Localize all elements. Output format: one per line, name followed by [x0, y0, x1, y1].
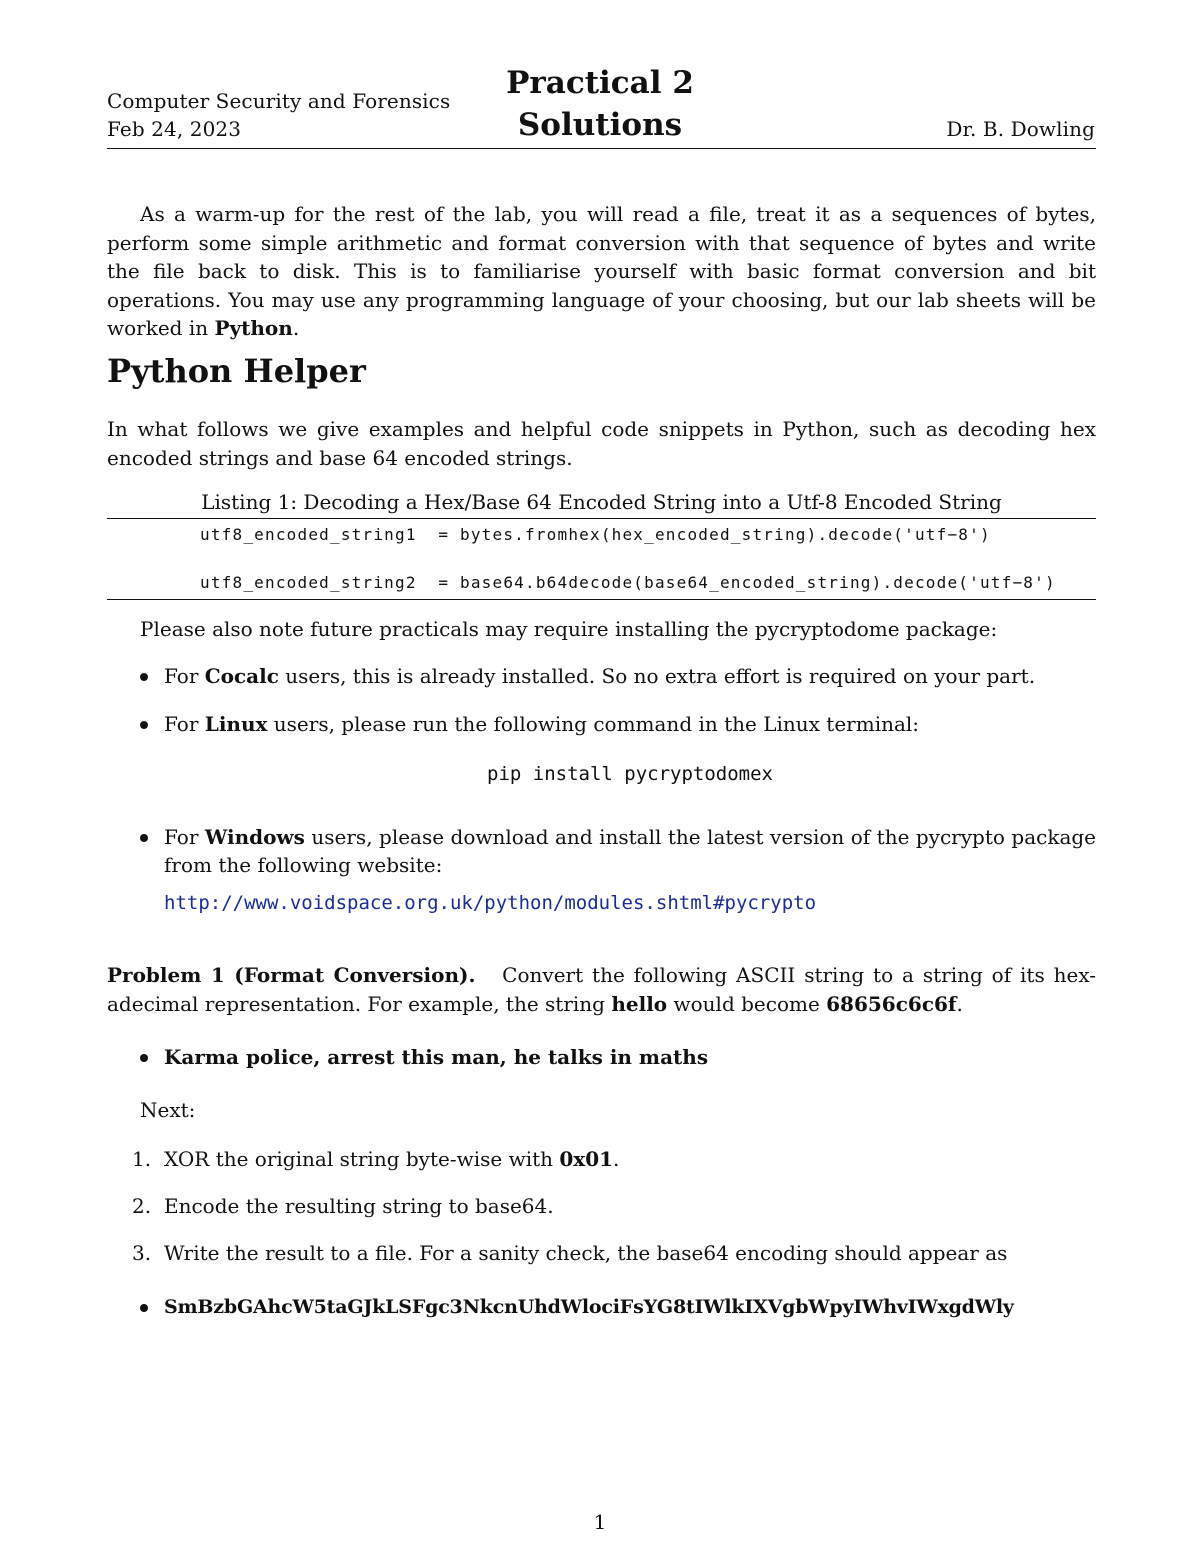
date: Feb 24, 2023 [107, 117, 242, 141]
install-platform: Linux [204, 712, 268, 736]
step-number: 1. [132, 1147, 152, 1171]
example-word: hello [611, 991, 668, 1016]
intro-bold-word: Python [214, 316, 293, 340]
step-1 [164, 1145, 619, 1173]
title-line-2: Solutions [517, 107, 683, 143]
bullet-icon [140, 1304, 148, 1312]
install-platform: Windows [204, 825, 305, 849]
header-rule [107, 148, 1096, 149]
code-line-1: utf8_encoded_string1 = bytes.fromhex(hex_encoded_string).decode('utf−8') [200, 525, 991, 544]
step-2: Encode the resulting string to base64. [164, 1194, 554, 1218]
pycrypto-link[interactable]: http://www.voidspace.org.uk/python/modules.shtml#pycrypto [164, 892, 817, 914]
problem-label: Problem 1 (Format Conversion). [107, 963, 476, 987]
step-number: 3. [132, 1241, 152, 1265]
author: Dr. B. Dowling [946, 117, 1095, 141]
bullet-icon [140, 673, 148, 681]
problem-end: . [956, 991, 963, 1016]
page-number: 1 [593, 1510, 607, 1534]
install-text: users, this is already installed. So no extra effort is required on your part. [278, 664, 1036, 688]
install-prefix: For [164, 664, 205, 688]
intro-paragraph [107, 200, 1096, 343]
problem-1 [107, 961, 1096, 1018]
code-line-2: utf8_encoded_string2 = base64.b64decode(base64_encoded_string).decode('utf−8') [200, 573, 1056, 592]
problem-text: Convert the following ASCII string to a string of its hex-adecimal representation. For example, the string [107, 963, 1097, 1016]
install-item-cocalc [164, 662, 1096, 690]
course-name: Computer Security and Forensics [107, 89, 451, 113]
install-item-windows [164, 823, 1096, 879]
intro-text: As a warm-up for the rest of the lab, you will read a file, treat it as a sequences of bytes, perform some simple arithmetic and format conversion with that sequence of bytes and write the file back to disk. This is to familiarise yourself with basic format conversion and bit operations. You may use any programming language of your choosing, but our lab sheets will be worked in [107, 202, 1096, 340]
plaintext-string: Karma police, arrest this man, he talks in maths [164, 1045, 709, 1069]
step-end: . [613, 1147, 620, 1171]
section-paragraph: In what follows we give examples and helpful code snippets in Python, such as decoding hex encoded strings and base 64 encoded strings. [107, 417, 1096, 470]
package-note: Please also note future practicals may require installing the pycryptodome package: [140, 617, 998, 641]
install-platform: Cocalc [204, 664, 279, 688]
next-label: Next: [140, 1098, 196, 1122]
base64-result: SmBzbGAhcW5taGJkLSFgc3NkcnUhdWlociFsYG8tIWlkIXVgbWpyIWhvIWxgdWly [164, 1296, 1014, 1318]
listing-top-rule [107, 518, 1096, 519]
bullet-icon [140, 1054, 148, 1062]
step-text: XOR the original string byte-wise with [164, 1147, 560, 1171]
example-hex: 68656c6c6f [826, 991, 957, 1016]
problem-text-2: would become [673, 991, 820, 1016]
listing-caption: Listing 1: Decoding a Hex/Base 64 Encoded String into a Utf-8 Encoded String [201, 490, 1002, 514]
step-3: Write the result to a file. For a sanity check, the base64 encoding should appear as [164, 1241, 1008, 1265]
install-text: users, please run the following command in the Linux terminal: [267, 712, 920, 736]
install-item-linux [164, 710, 1096, 738]
step-number: 2. [132, 1194, 152, 1218]
pip-command: pip install pycryptodomex [487, 763, 773, 785]
title-line-1: Practical 2 [506, 65, 694, 101]
install-text: users, please download and install the latest version of the pycrypto package from the following website: [164, 825, 1097, 877]
listing-bottom-rule [107, 599, 1096, 600]
intro-end: . [292, 316, 300, 340]
install-prefix: For [164, 825, 205, 849]
section-heading: Python Helper [107, 352, 366, 390]
install-prefix: For [164, 712, 205, 736]
bullet-icon [140, 721, 148, 729]
step-bold: 0x01 [559, 1147, 614, 1171]
bullet-icon [140, 834, 148, 842]
